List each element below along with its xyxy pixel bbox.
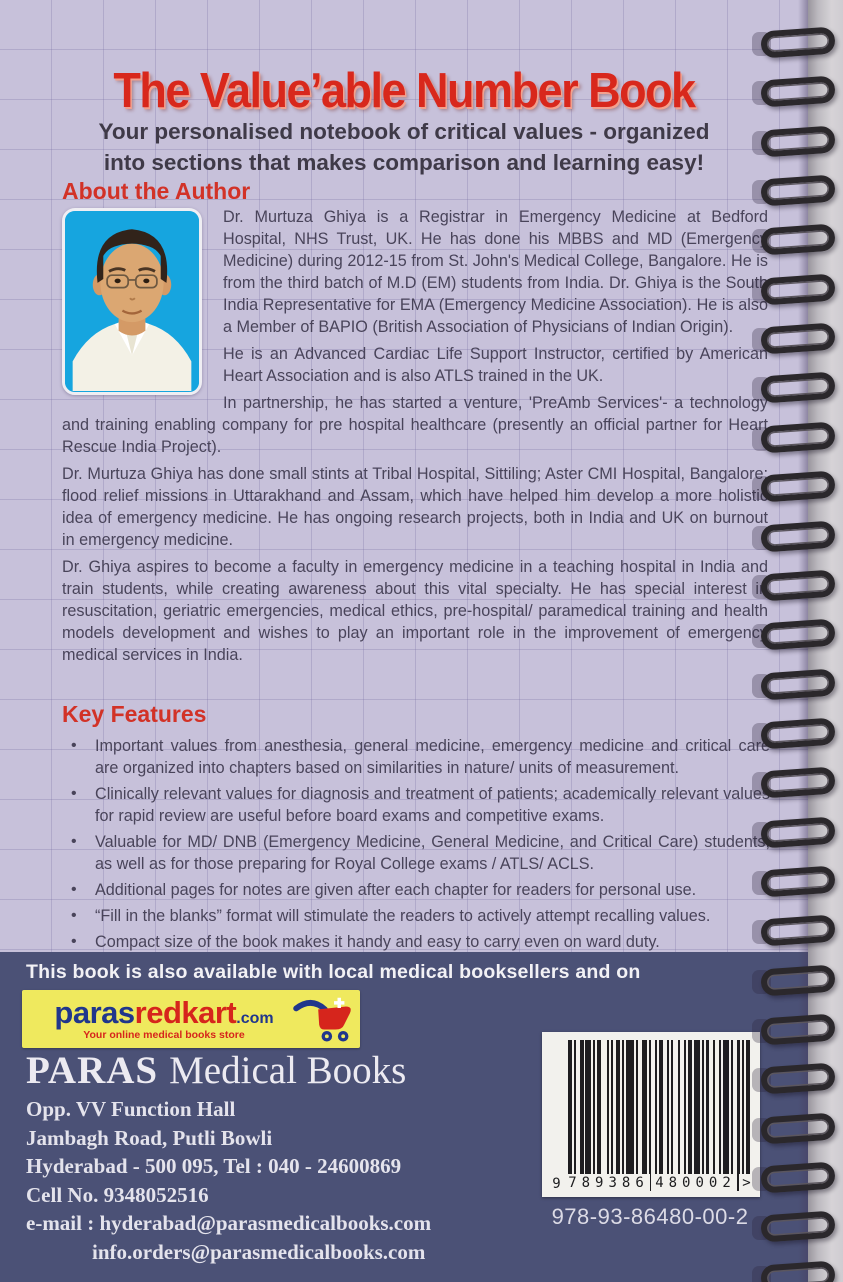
logo-paras-text: paras <box>54 995 135 1031</box>
availability-text: This book is also available with local medical booksellers and on <box>26 961 641 983</box>
barcode <box>542 1032 760 1197</box>
barcode-digit-group-1: 789386 <box>568 1175 649 1191</box>
publisher-panel <box>0 952 808 1282</box>
address-line: e-mail : hyderabad@parasmedicalbooks.com <box>26 1211 432 1235</box>
about-author-heading: About the Author <box>62 178 251 204</box>
logo-com-text: .com <box>236 1010 274 1028</box>
publisher-name-rest: Medical Books <box>169 1049 407 1092</box>
address-line: Cell No. 9348052516 <box>26 1182 209 1207</box>
feature-item: • Additional pages for notes are given after each chapter for readers for personal use. <box>62 879 770 901</box>
about-paragraph-5: Dr. Ghiya aspires to become a faculty in emergency medicine in a teaching hospital in India and train students, while creating awareness about this vital specialty. He has special interest in resuscitation, geriatric emergencies, medical ethics, pre-hospital/ paramedical training and health models development and wishes to play an important role in the improvement of emergency medical services in India. <box>62 558 768 664</box>
parasredkart-logo <box>22 990 360 1048</box>
about-paragraph-1: Dr. Murtuza Ghiya is a Registrar in Emergency Medicine at Bedford Hospital, NHS Trust, UK. He has done his MBBS and MD (Emergency Medicine) during 2012-15 from St. John's Medical College, Bangalore. He is from the third batch of M.D (EM) students from India. Dr. Ghiya is the South India Representative for EMA (Emergency Medicine Association). He is also a Member of BAPIO (British Association of Physicians of Indian Origin). <box>223 208 768 336</box>
about-paragraph-3: In partnership, he has started a venture, 'PreAmb Services'- a technology and training enabling company for pre hospital healthcare (presently an official partner for Heart Rescue India Project). <box>62 394 768 456</box>
key-features-list <box>62 735 770 953</box>
address-line: Opp. VV Function Hall <box>26 1097 236 1121</box>
logo-redkart-text: redkart <box>134 995 237 1031</box>
barcode-arrow: > <box>739 1174 754 1193</box>
feature-item: • Valuable for MD/ DNB (Emergency Medicine, General Medicine, and Critical Care) students, as well as for those preparing for Royal College exams / ATLS/ ACLS. <box>62 831 770 875</box>
author-portrait-illustration <box>65 211 199 392</box>
about-author-section <box>62 206 768 671</box>
author-photo <box>62 208 202 395</box>
publisher-name <box>26 1048 406 1093</box>
address-line: Jambagh Road, Putli Bowli <box>26 1125 273 1150</box>
page-edge-strip <box>805 0 843 1282</box>
barcode-digit-group-2: 480002 <box>655 1175 736 1191</box>
key-features-heading: Key Features <box>62 701 207 727</box>
publisher-address <box>26 1095 526 1266</box>
feature-item: • Compact size of the book makes it handy and easy to carry even on ward duty. <box>62 931 770 953</box>
barcode-bars <box>568 1040 750 1191</box>
shopping-cart-icon <box>292 995 354 1043</box>
logo-tagline: Your online medical books store <box>83 1029 245 1042</box>
feature-item: • Important values from anesthesia, general medicine, emergency medicine and critical care are organized into chapters based on similarities in nature/ units of measurement. <box>62 735 770 779</box>
book-subtitle <box>30 116 778 178</box>
subtitle-line-2: into sections that makes comparison and learning easy! <box>103 150 705 175</box>
parasredkart-logo-text <box>36 997 292 1041</box>
address-line: Hyderabad - 500 095, Tel : 040 - 24600869 <box>26 1154 402 1178</box>
feature-item: • Clinically relevant values for diagnosis and treatment of patients; academically relevant values for rapid review are useful before board exams and competitive exams. <box>62 783 770 827</box>
barcode-digit-lead: 9 <box>552 1175 561 1192</box>
about-paragraph-2: He is an Advanced Cardiac Life Support Instructor, certified by American Heart Association and is also ATLS trained in the UK. <box>223 345 768 385</box>
publisher-name-bold: PARAS <box>26 1049 159 1092</box>
about-paragraph-4: Dr. Murtuza Ghiya has done small stints at Tribal Hospital, Sittiling; Aster CMI Hospital, Bangalore; flood relief missions in Uttarakhand and Assam, which have helped him develop a more holistic idea of emergency medicine. He has ongoing research projects, both in India and UK on burnout in emergency medicine. <box>62 465 768 549</box>
address-line: info.orders@parasmedicalbooks.com <box>92 1239 426 1264</box>
book-title: The Value’able Number Book <box>113 62 695 119</box>
feature-item: • “Fill in the blanks” format will stimulate the readers to actively attempt recalling values. <box>62 905 770 927</box>
isbn-number: 978-93-86480-00-2 <box>551 1204 749 1229</box>
key-features-section <box>62 701 770 957</box>
barcode-digits <box>548 1174 754 1193</box>
subtitle-line-1: Your personalised notebook of critical values - organized <box>98 119 710 144</box>
